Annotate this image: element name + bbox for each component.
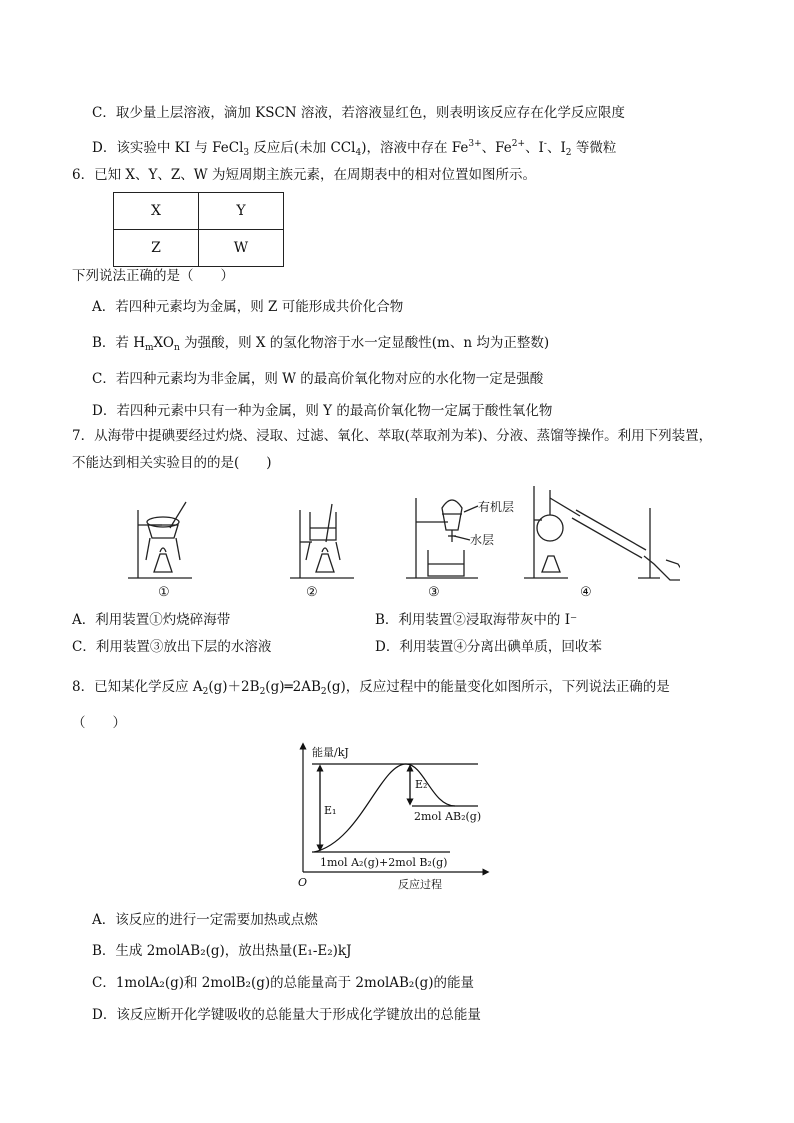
- q6-option-b: B．若 $H_mXO_n$ 为强酸，则 X 的氢化物溶于水一定显酸性(m、n 均为正整数): [92, 335, 550, 353]
- apparatus-4-distillation: [524, 486, 680, 580]
- lab-apparatus-figure: [120, 480, 680, 605]
- organic-layer-label: 有机层: [478, 500, 515, 514]
- q5-option-c: C．取少量上层溶液，滴加 KSCN 溶液，若溶液显红色，则表明该反应存在化学反应限度: [92, 105, 625, 121]
- cell-z: Z: [114, 230, 199, 267]
- q6-option-d: D．若四种元素中只有一种为金属，则 Y 的最高价氧化物一定属于酸性氧化物: [92, 403, 553, 419]
- periodic-position-table: [113, 192, 284, 267]
- cell-x: X: [114, 193, 199, 230]
- q7-option-c: C．利用装置③放出下层的水溶液: [72, 639, 272, 655]
- q7-option-b: B．利用装置②浸取海带灰中的 I⁻: [375, 612, 578, 628]
- q8-option-d: D．该反应断开化学键吸收的总能量大于形成化学键放出的总能量: [92, 1007, 481, 1023]
- q8-stem: 8．已知某化学反应 $A_2(g)+2B_2(g)═2AB_2(g)$，反应过程中的能量变化如图所示，下列说法正确的是: [72, 679, 670, 697]
- q5-option-d: D．该实验中 KI 与 FeCl$_3$ 反应后(未加 CCl$_4$)，溶液中存在 $Fe^{3+}$、$Fe^{2+}$、I-、$I_2$ 等微粒: [92, 139, 617, 158]
- origin-label: O: [298, 876, 308, 889]
- apparatus-3-separatory-funnel: [406, 498, 478, 578]
- cell-w: W: [199, 230, 284, 267]
- q7-stem-line1: 7．从海带中提碘要经过灼烧、浸取、过滤、氧化、萃取(萃取剂为苯)、分液、蒸馏等操作。利用下列装置，: [72, 428, 713, 444]
- q8-option-b: B．生成 2molAB₂(g)，放出热量(E₁-E₂)kJ: [92, 943, 352, 959]
- y-axis-label: 能量/kJ: [312, 746, 349, 759]
- apparatus-1-number: ①: [158, 585, 170, 600]
- q6-stem: 6．已知 X、Y、Z、W 为短周期主族元素，在周期表中的相对位置如图所示。: [72, 167, 536, 183]
- apparatus-2-number: ②: [306, 585, 318, 600]
- product-label: 2mol AB₂(g): [414, 810, 482, 823]
- e2-label: E₂: [415, 778, 428, 791]
- apparatus-3-number: ③: [428, 585, 440, 600]
- water-layer-label: 水层: [470, 533, 495, 547]
- apparatus-1-crucible: [128, 502, 192, 578]
- q8-option-a: A．该反应的进行一定需要加热或点燃: [92, 912, 318, 928]
- reactant-label: 1mol A₂(g)+2mol B₂(g): [320, 856, 448, 869]
- q7-stem-line2: 不能达到相关实验目的的是( ): [72, 455, 272, 471]
- q8-option-c: C．1molA₂(g)和 2molB₂(g)的总能量高于 2molAB₂(g)的能量: [92, 975, 475, 991]
- q6-option-a: A．若四种元素均为金属，则 Z 可能形成共价化合物: [92, 299, 404, 315]
- q8-answer-paren: （ ）: [72, 715, 126, 731]
- q7-option-a: A．利用装置①灼烧碎海带: [72, 612, 231, 628]
- cell-y: Y: [199, 193, 284, 230]
- apparatus-4-number: ④: [580, 585, 592, 600]
- q6-option-c: C．若四种元素均为非金属，则 W 的最高价氧化物对应的水化物一定是强酸: [92, 371, 544, 387]
- q7-option-d: D．利用装置④分离出碘单质，回收苯: [375, 639, 602, 655]
- e1-label: E₁: [324, 804, 337, 817]
- x-axis-label: 反应过程: [398, 878, 442, 891]
- q6-prompt: 下列说法正确的是（ ）: [72, 268, 234, 284]
- energy-diagram: [290, 742, 500, 894]
- apparatus-2-beaker: [290, 504, 354, 578]
